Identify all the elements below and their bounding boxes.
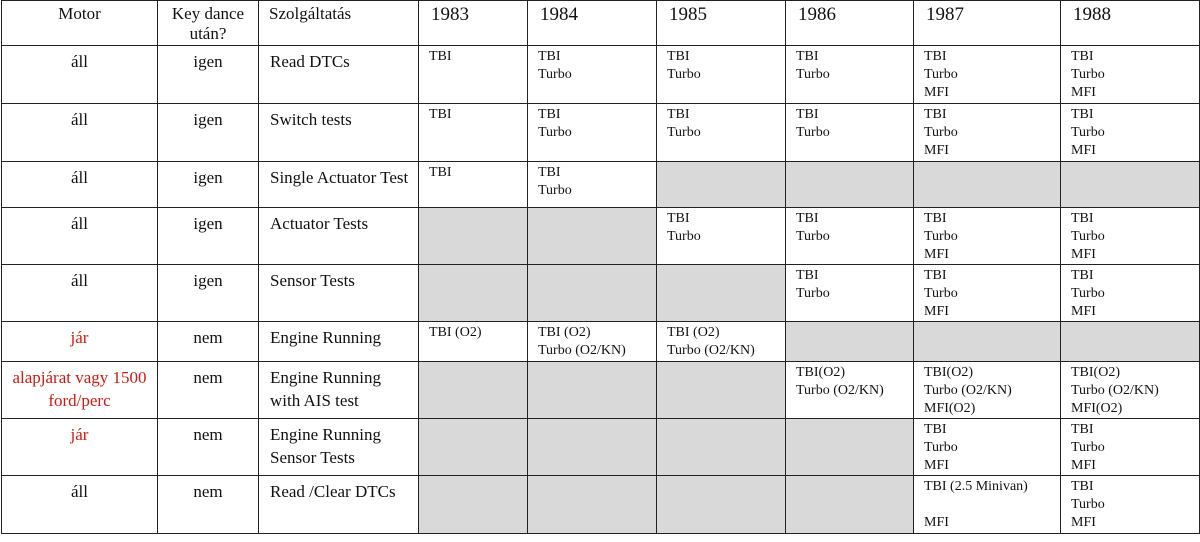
engine-variant-label: TBI (2.5 Minivan) [924,479,1028,494]
header-year: 1987 [914,1,1061,46]
engine-variant-label: MFI [924,85,949,100]
unavailable-cell [419,265,528,322]
year-availability-cell [528,46,657,104]
engine-variant-label: TBI [924,422,947,437]
key-dance-cell: igen [158,104,259,162]
engine-variant-label: Turbo [667,125,701,140]
unavailable-cell [528,419,657,476]
engine-variant-label: TBI (O2) [667,325,720,340]
engine-variant-label [924,496,1056,514]
unavailable-cell [419,419,528,476]
year-availability-cell [1061,362,1200,419]
year-availability-cell [419,104,528,162]
year-availability-cell [914,362,1061,419]
header-year: 1985 [657,1,786,46]
unavailable-cell [657,162,786,208]
unavailable-cell [657,362,786,419]
engine-variant-label: TBI(O2) [796,365,845,380]
engine-variant-label: Turbo [538,125,572,140]
motor-state-cell: áll [2,162,158,208]
table-row [2,104,1200,162]
unavailable-cell [528,265,657,322]
engine-variant-label: TBI(O2) [1071,365,1120,380]
service-name-cell: Engine Running with AIS test [259,362,419,419]
engine-variant-label: MFI [924,458,949,473]
engine-variant-label: MFI [1071,304,1096,319]
year-availability-cell [1061,208,1200,265]
engine-variant-label: TBI [667,211,690,226]
engine-variant-label: Turbo (O2/KN) [538,343,626,358]
engine-variant-label: MFI [924,515,949,530]
header-year: 1984 [528,1,657,46]
engine-variant-label: Turbo [1071,497,1105,512]
engine-variant-label: TBI [796,211,819,226]
header-year: 1983 [419,1,528,46]
engine-variant-label: TBI [429,49,452,64]
engine-variant-label: TBI [924,107,947,122]
engine-variant-label: TBI [1071,479,1094,494]
unavailable-cell [786,476,914,534]
engine-variant-label: TBI(O2) [924,365,973,380]
year-availability-cell [914,419,1061,476]
table-row [2,46,1200,104]
engine-variant-label: Turbo (O2/KN) [796,383,884,398]
year-availability-cell [1061,104,1200,162]
engine-variant-label: TBI [796,107,819,122]
engine-variant-label: Turbo [924,125,958,140]
engine-variant-label: TBI [429,107,452,122]
service-name-cell: Sensor Tests [259,265,419,322]
year-availability-cell [1061,419,1200,476]
year-availability-cell [657,208,786,265]
year-availability-cell [419,162,528,208]
year-availability-cell [419,322,528,362]
unavailable-cell [419,476,528,534]
engine-variant-label: Turbo (O2/KN) [1071,383,1159,398]
unavailable-cell [786,322,914,362]
key-dance-cell: nem [158,476,259,534]
engine-variant-label: MFI [1071,143,1096,158]
year-availability-cell [1061,46,1200,104]
engine-variant-label: TBI [1071,49,1094,64]
engine-variant-label: MFI [924,247,949,262]
year-availability-cell [1061,265,1200,322]
key-dance-cell: nem [158,419,259,476]
table-row [2,162,1200,208]
unavailable-cell [657,476,786,534]
header-motor: Motor [2,1,158,46]
motor-state-cell: áll [2,265,158,322]
key-dance-cell: igen [158,265,259,322]
year-availability-cell [786,104,914,162]
engine-variant-label: TBI (O2) [538,325,591,340]
table-body [2,46,1200,534]
unavailable-cell [528,476,657,534]
engine-variant-label: Turbo [1071,125,1105,140]
engine-variant-label: MFI(O2) [1071,401,1123,416]
header-year: 1988 [1061,1,1200,46]
table-row [2,476,1200,534]
header-year: 1986 [786,1,914,46]
engine-variant-label: TBI [796,268,819,283]
year-availability-cell [914,208,1061,265]
engine-variant-label: Turbo [924,229,958,244]
engine-variant-label: TBI [667,107,690,122]
engine-variant-label: Turbo (O2/KN) [667,343,755,358]
unavailable-cell [657,419,786,476]
engine-variant-label: MFI [1071,247,1096,262]
engine-variant-label: TBI [796,49,819,64]
engine-variant-label: Turbo [538,183,572,198]
service-name-cell: Engine Running Sensor Tests [259,419,419,476]
key-dance-cell: igen [158,208,259,265]
year-availability-cell [914,46,1061,104]
motor-state-cell: áll [2,46,158,104]
engine-variant-label: Turbo [667,229,701,244]
engine-variant-label: Turbo [538,67,572,82]
engine-variant-label: TBI [1071,268,1094,283]
engine-variant-label: TBI [1071,107,1094,122]
unavailable-cell [786,162,914,208]
engine-variant-label: Turbo [796,67,830,82]
year-availability-cell [657,104,786,162]
engine-variant-label: TBI [538,107,561,122]
engine-variant-label: Turbo [924,440,958,455]
service-name-cell: Switch tests [259,104,419,162]
year-availability-cell [786,208,914,265]
header-service: Szolgáltatás [259,1,419,46]
motor-state-cell: alapjárat vagy 1500 ford/perc [2,362,158,419]
engine-variant-label: TBI [667,49,690,64]
year-availability-cell [419,46,528,104]
service-name-cell: Read DTCs [259,46,419,104]
key-dance-cell: nem [158,322,259,362]
motor-state-cell: jár [2,322,158,362]
year-availability-cell [1061,476,1200,534]
engine-variant-label: Turbo [1071,440,1105,455]
key-dance-cell: igen [158,46,259,104]
unavailable-cell [1061,162,1200,208]
unavailable-cell [657,265,786,322]
key-dance-cell: nem [158,362,259,419]
engine-variant-label: MFI [924,304,949,319]
unavailable-cell [528,208,657,265]
engine-variant-label: TBI [924,211,947,226]
year-availability-cell [657,46,786,104]
year-availability-cell [528,162,657,208]
engine-variant-label: Turbo [1071,229,1105,244]
table-row [2,419,1200,476]
year-availability-cell [914,476,1061,534]
engine-variant-label: TBI [1071,211,1094,226]
engine-variant-label: MFI [1071,458,1096,473]
engine-variant-label: Turbo [796,229,830,244]
table-row [2,265,1200,322]
unavailable-cell [419,208,528,265]
engine-variant-label: Turbo [1071,67,1105,82]
year-availability-cell [786,46,914,104]
table-row [2,208,1200,265]
service-name-cell: Engine Running [259,322,419,362]
unavailable-cell [1061,322,1200,362]
engine-variant-label: Turbo [1071,286,1105,301]
engine-variant-label: MFI [924,143,949,158]
engine-variant-label: TBI [924,268,947,283]
motor-state-cell: jár [2,419,158,476]
engine-variant-label: TBI [429,165,452,180]
year-availability-cell [914,104,1061,162]
year-availability-cell [657,322,786,362]
year-availability-cell [528,104,657,162]
engine-variant-label: TBI [538,49,561,64]
unavailable-cell [419,362,528,419]
engine-variant-label: MFI [1071,515,1096,530]
unavailable-cell [528,362,657,419]
engine-variant-label: MFI [1071,85,1096,100]
engine-variant-label: TBI [924,49,947,64]
unavailable-cell [914,322,1061,362]
year-availability-cell [528,322,657,362]
motor-state-cell: áll [2,208,158,265]
year-availability-cell [786,265,914,322]
table-row [2,362,1200,419]
motor-state-cell: áll [2,476,158,534]
service-name-cell: Actuator Tests [259,208,419,265]
engine-variant-label: Turbo [796,286,830,301]
year-availability-cell [914,265,1061,322]
key-dance-cell: igen [158,162,259,208]
engine-variant-label: TBI (O2) [429,325,482,340]
diagnostic-services-table [1,0,1200,534]
year-availability-cell [786,362,914,419]
engine-variant-label: TBI [538,165,561,180]
service-name-cell: Single Actuator Test [259,162,419,208]
unavailable-cell [914,162,1061,208]
engine-variant-label: Turbo [667,67,701,82]
header-row [2,1,1200,46]
motor-state-cell: áll [2,104,158,162]
engine-variant-label: Turbo (O2/KN) [924,383,1012,398]
table-row [2,322,1200,362]
engine-variant-label: Turbo [924,67,958,82]
unavailable-cell [786,419,914,476]
engine-variant-label: MFI(O2) [924,401,976,416]
engine-variant-label: Turbo [924,286,958,301]
header-key-dance: Key dance után? [158,1,259,46]
engine-variant-label: Turbo [796,125,830,140]
engine-variant-label: TBI [1071,422,1094,437]
service-name-cell: Read /Clear DTCs [259,476,419,534]
